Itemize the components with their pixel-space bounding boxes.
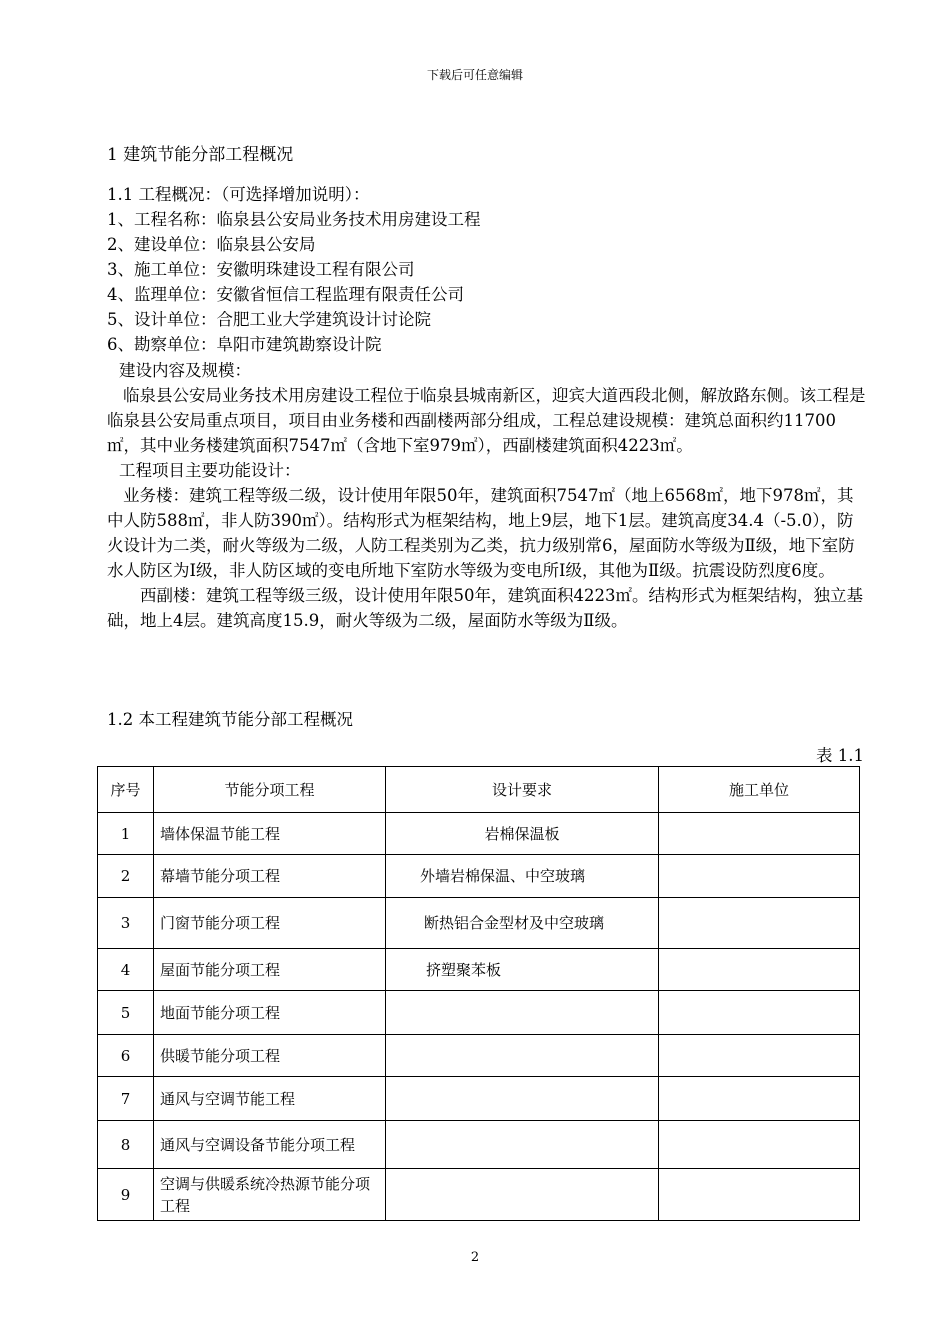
function-text-main: 业务楼：建筑工程等级二级，设计使用年限50年，建筑面积7547㎡（地上6568㎡，地下978㎡，其中人防588㎡，非人防390㎡）。结构形式为框架结构，地上9层，地下1层。建筑高度34.4（-5.0），防火设计为二类，耐火等级为二级，人防工程类别为乙类，抗力级别常6，屋面防水等级为Ⅱ级，地下室防水人防区为Ⅰ级，非人防区域的变电所地下室防水等级为变电所Ⅰ级，其他为Ⅱ级。抗震设防烈度6度。 — [107, 486, 855, 580]
header-cell: 节能分项工程 — [154, 767, 386, 813]
cell-requirement: 外墙岩棉保温、中空玻璃 — [386, 855, 659, 898]
energy-table — [97, 766, 860, 1221]
cell-unit — [659, 1035, 860, 1077]
cell-requirement: 挤塑聚苯板 — [386, 949, 659, 991]
cell-item: 幕墙节能分项工程 — [154, 855, 386, 898]
info-item: 3、施工单位：安徽明珠建设工程有限公司 — [107, 260, 415, 279]
cell-item: 墙体保温节能工程 — [154, 813, 386, 855]
cell-no: 4 — [98, 949, 154, 991]
table-header-row — [98, 767, 860, 813]
cell-unit — [659, 1077, 860, 1121]
cell-no: 9 — [98, 1169, 154, 1221]
subsection-title-1-2: 1.2 本工程建筑节能分部工程概况 — [107, 710, 353, 729]
table-row — [98, 1077, 860, 1121]
section-title: 1 建筑节能分部工程概况 — [107, 145, 294, 165]
cell-unit — [659, 813, 860, 855]
cell-unit — [659, 1169, 860, 1221]
cell-requirement: 断热铝合金型材及中空玻璃 — [386, 898, 659, 949]
table-row — [98, 898, 860, 949]
table-row — [98, 1121, 860, 1169]
cell-no: 6 — [98, 1035, 154, 1077]
cell-item: 门窗节能分项工程 — [154, 898, 386, 949]
subsection-title-1-1: 1.1 工程概况：（可选择增加说明）： — [107, 185, 370, 204]
cell-requirement — [386, 991, 659, 1035]
scale-heading: 建设内容及规模： — [119, 361, 251, 380]
cell-unit — [659, 991, 860, 1035]
cell-requirement — [386, 1121, 659, 1169]
cell-no: 8 — [98, 1121, 154, 1169]
cell-item: 供暖节能分项工程 — [154, 1035, 386, 1077]
header-cell: 设计要求 — [386, 767, 659, 813]
cell-no: 7 — [98, 1077, 154, 1121]
table-row — [98, 855, 860, 898]
cell-item: 地面节能分项工程 — [154, 991, 386, 1035]
table-row — [98, 949, 860, 991]
page-header: 下载后可任意编辑 — [426, 68, 523, 82]
info-item: 5、设计单位：合肥工业大学建筑设计讨论院 — [107, 310, 431, 329]
cell-unit — [659, 898, 860, 949]
cell-requirement: 岩棉保温板 — [386, 813, 659, 855]
info-item: 4、监理单位：安徽省恒信工程监理有限责任公司 — [107, 285, 464, 304]
cell-item: 通风与空调设备节能分项工程 — [154, 1121, 386, 1169]
table-row — [98, 991, 860, 1035]
page-number: 2 — [470, 1250, 480, 1265]
cell-unit — [659, 855, 860, 898]
header-cell: 施工单位 — [659, 767, 860, 813]
info-item: 2、建设单位：临泉县公安局 — [107, 235, 316, 254]
cell-requirement — [386, 1169, 659, 1221]
cell-unit — [659, 949, 860, 991]
cell-no: 2 — [98, 855, 154, 898]
table-row — [98, 813, 860, 855]
cell-unit — [659, 1121, 860, 1169]
cell-no: 5 — [98, 991, 154, 1035]
cell-item: 空调与供暖系统冷热源节能分项工程 — [154, 1169, 386, 1221]
table-row — [98, 1035, 860, 1077]
cell-no: 1 — [98, 813, 154, 855]
cell-no: 3 — [98, 898, 154, 949]
cell-requirement — [386, 1035, 659, 1077]
info-item: 6、勘察单位：阜阳市建筑勘察设计院 — [107, 335, 382, 354]
table-row — [98, 1169, 860, 1221]
info-item: 1、工程名称：临泉县公安局业务技术用房建设工程 — [107, 210, 481, 229]
scale-text: 临泉县公安局业务技术用房建设工程位于临泉县城南新区，迎宾大道西段北侧，解放路东侧。该工程是临泉县公安局重点项目，项目由业务楼和西副楼两部分组成，工程总建设规模：建筑总面积约11700㎡，其中业务楼建筑面积7547㎡（含地下室979㎡），西副楼建筑面积4223㎡。 — [107, 386, 866, 455]
function-text-west: 西副楼：建筑工程等级三级，设计使用年限50年，建筑面积4223㎡。结构形式为框架结构，独立基础，地上4层。建筑高度15.9，耐火等级为二级，屋面防水等级为Ⅱ级。 — [107, 586, 863, 630]
table-caption: 表 1.1 — [816, 746, 864, 765]
header-cell: 序号 — [98, 767, 154, 813]
cell-requirement — [386, 1077, 659, 1121]
function-heading: 工程项目主要功能设计： — [119, 461, 301, 480]
cell-item: 通风与空调节能工程 — [154, 1077, 386, 1121]
cell-item: 屋面节能分项工程 — [154, 949, 386, 991]
